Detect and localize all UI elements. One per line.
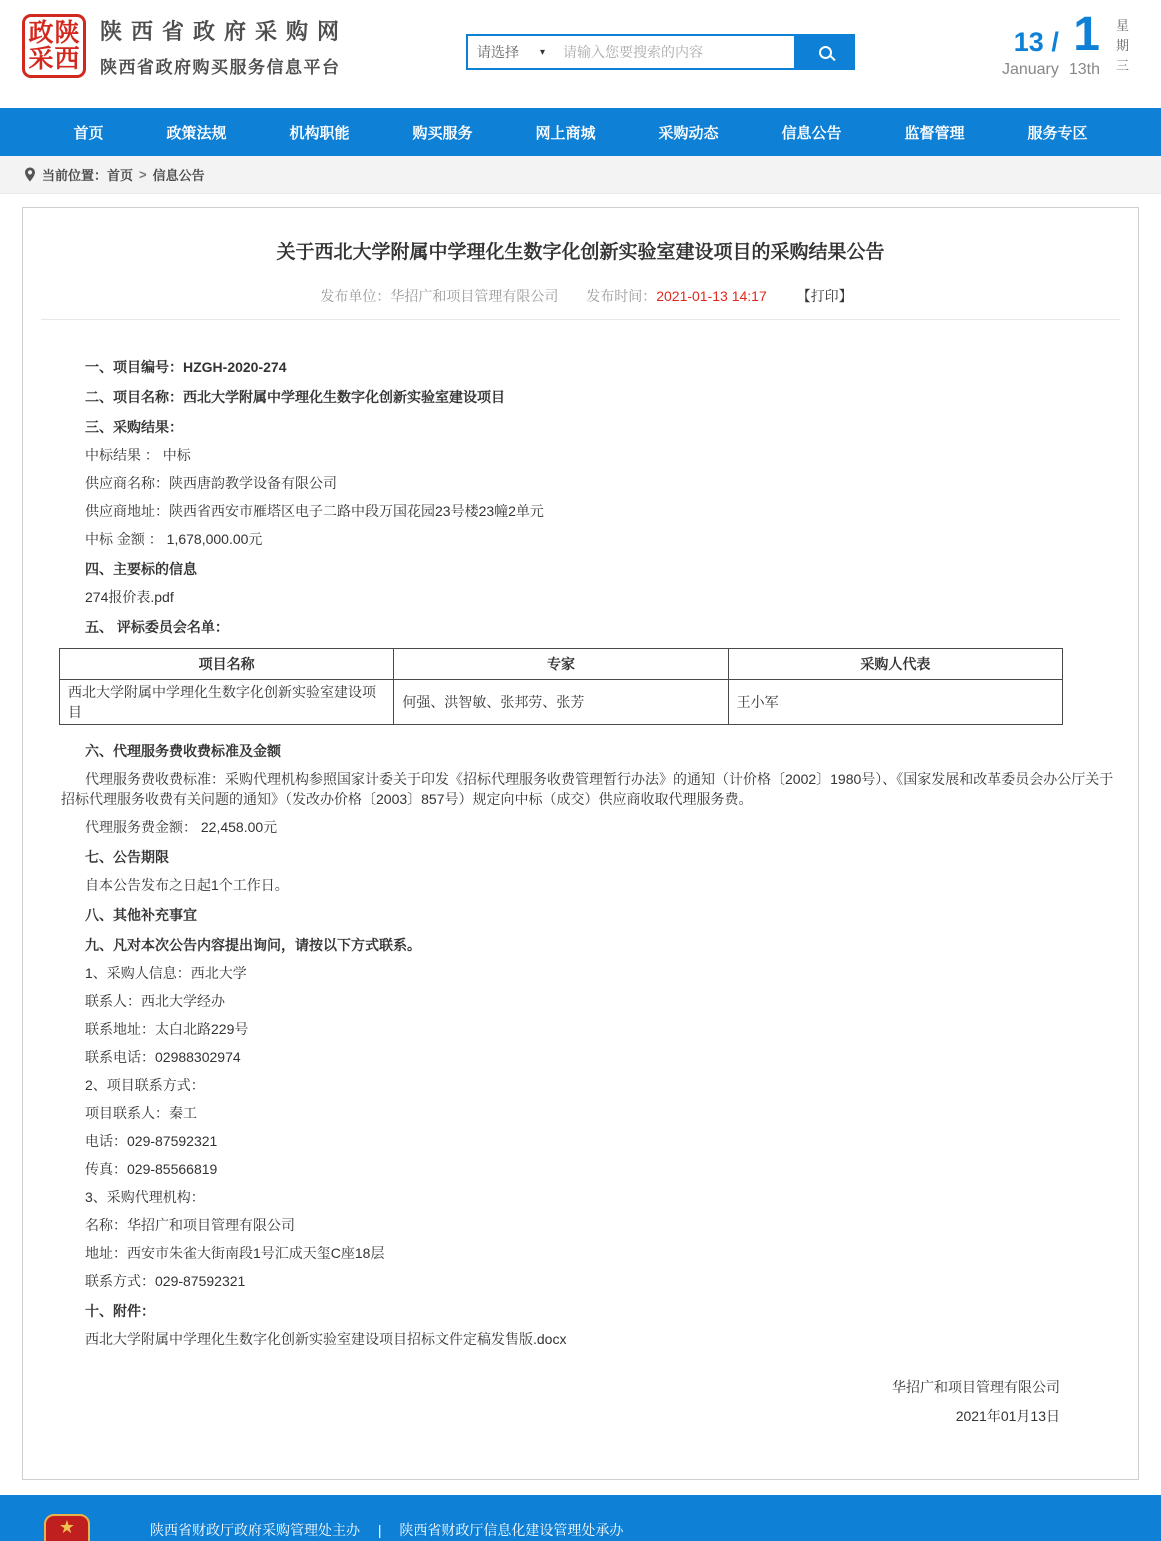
nav-item-3[interactable]: 购买服务: [412, 124, 473, 142]
section-heading: 三、采购结果：: [85, 418, 183, 435]
table-header-row: [60, 648, 1063, 679]
nav-item-0[interactable]: 首页: [73, 124, 104, 142]
attachment-link[interactable]: 西北大学附属中学理化生数字化创新实验室建设项目招标文件定稿发售版.docx: [85, 1330, 567, 1347]
publish-info: [23, 286, 1138, 306]
section-heading: 六、代理服务费收费标准及金额: [85, 742, 281, 759]
body-text: 传真：029-85566819: [85, 1160, 218, 1177]
table-cell: 王小军: [728, 679, 1062, 724]
section-heading: 九、凡对本次公告内容提出询问，请按以下方式联系。: [85, 936, 421, 953]
body-text: 自本公告发布之日起1个工作日。: [85, 876, 289, 893]
nav-item-5[interactable]: 采购动态: [658, 124, 719, 142]
logo-seal-icon: [22, 14, 86, 78]
date-day-number: 13 /: [1013, 26, 1059, 57]
seal-char: 陕: [54, 18, 80, 47]
search-button[interactable]: [796, 34, 855, 70]
breadcrumb-prefix: 当前位置：: [42, 168, 108, 183]
footer-operator: 陕西省财政厅信息化建设管理处承办: [399, 1522, 624, 1538]
date-weekday: 星期三: [1116, 18, 1130, 74]
article-body: [23, 320, 1138, 1349]
seal-char: 西: [54, 44, 80, 73]
breadcrumb-current: 信息公告: [152, 168, 205, 183]
body-text: 电话：029-87592321: [85, 1132, 218, 1149]
site-footer: [0, 1495, 1161, 1541]
signature-line: 2021年01月13日: [955, 1407, 1060, 1424]
table-header-cell: 专家: [394, 648, 728, 679]
search-frame: [466, 34, 796, 70]
date-columns: [1001, 8, 1100, 79]
date-day-column: [1002, 28, 1059, 79]
search-icon: [819, 46, 832, 59]
site-title: 陕西省政府采购网: [100, 18, 349, 44]
date-month-number: 1: [1073, 8, 1100, 61]
date-display: [1001, 8, 1131, 79]
seal-char: 采: [28, 44, 54, 73]
body-text: 供应商地址：陕西省西安市雁塔区电子二路中段万国花园23号楼23幢2单元: [85, 502, 544, 519]
nav-item-4[interactable]: 网上商城: [535, 124, 596, 142]
site-subtitle: 陕西省政府购买服务信息平台: [100, 57, 341, 77]
date-month-column: [1068, 8, 1100, 79]
body-text: 3、采购代理机构：: [85, 1188, 205, 1205]
body-text: 联系地址：太白北路229号: [85, 1020, 249, 1037]
body-text: 联系方式：029-87592321: [85, 1272, 246, 1289]
nav-item-7[interactable]: 监督管理: [904, 124, 965, 142]
body-text: 中标 金额 ： 1,678,000.00元: [85, 530, 263, 547]
article-card: [22, 207, 1139, 1480]
site-header: [0, 0, 1161, 108]
search-bar: [466, 34, 855, 70]
table-row: [60, 679, 1063, 724]
section-heading: 十、附件：: [85, 1302, 155, 1319]
table-header-cell: 项目名称: [60, 648, 394, 679]
search-select-label: 请选择: [477, 44, 519, 60]
footer-separator: |: [377, 1522, 382, 1538]
date-month-name: January: [1001, 60, 1059, 78]
signature-block: [23, 1377, 1138, 1426]
body-text: 联系人：西北大学经办: [85, 992, 225, 1009]
location-pin-icon: [24, 167, 36, 182]
section-heading: 二、项目名称：西北大学附属中学理化生数字化创新实验室建设项目: [85, 388, 505, 405]
table-cell: 西北大学附属中学理化生数字化创新实验室建设项目: [60, 679, 394, 724]
seal-char: 政: [28, 18, 54, 47]
table-cell: 何强、洪智敏、张邦劳、张芳: [394, 679, 728, 724]
body-text: 联系电话：02988302974: [85, 1048, 241, 1065]
site-logo[interactable]: [22, 14, 348, 78]
nav-item-8[interactable]: 服务专区: [1027, 124, 1088, 142]
article-title: 关于西北大学附属中学理化生数字化创新实验室建设项目的采购结果公告: [276, 242, 885, 263]
body-text: 供应商名称：陕西唐韵教学设备有限公司: [85, 474, 337, 491]
nav-item-1[interactable]: 政策法规: [166, 124, 227, 142]
breadcrumb-separator: >: [139, 167, 147, 182]
footer-host: 陕西省财政厅政府采购管理处主办: [150, 1522, 360, 1538]
publish-time-label: 发布时间：: [586, 287, 657, 304]
body-text: 名称：华招广和项目管理有限公司: [85, 1216, 295, 1233]
search-category-select[interactable]: [468, 36, 554, 68]
section-heading: 七、公告期限: [85, 848, 169, 865]
body-text: 中标结果 ： 中标: [85, 446, 191, 463]
footer-text: [150, 1520, 623, 1540]
national-emblem-icon: ★: [44, 1514, 90, 1541]
body-text: 地址：西安市朱雀大街南段1号汇成天玺C座18层: [85, 1244, 385, 1261]
body-text: 项目联系人：秦工: [85, 1104, 197, 1121]
nav-item-6[interactable]: 信息公告: [781, 124, 842, 142]
publish-time-value: 2021-01-13 14:17: [656, 287, 767, 304]
main-nav: [0, 108, 1161, 156]
chevron-down-icon: ▾: [539, 46, 545, 58]
date-day-ordinal: 13th: [1068, 60, 1100, 78]
search-input[interactable]: [554, 36, 794, 68]
print-button[interactable]: 【打印】: [796, 287, 853, 304]
section-heading: 五、 评标委员会名单：: [85, 618, 229, 635]
signature-line: 华招广和项目管理有限公司: [892, 1378, 1060, 1395]
body-text: 代理服务费金额： 22,458.00元: [85, 818, 278, 835]
evaluation-committee-table: [59, 648, 1063, 725]
nav-item-2[interactable]: 机构职能: [289, 124, 350, 142]
body-text: 代理服务费收费标准：采购代理机构参照国家计委关于印发《招标代理服务收费管理暂行办法》的通知（计价格〔2002〕1980号）、《国家发展和改革委员会办公厅关于招标代理服务收费有关问题的通知》（发改办价格〔2003〕857号）规定向中标（成交）供应商收取代理服务费。: [61, 770, 1114, 807]
breadcrumb: [0, 156, 1161, 194]
attachment-link[interactable]: 274报价表.pdf: [85, 588, 174, 605]
publish-time: [586, 288, 770, 304]
breadcrumb-home-link[interactable]: 首页: [107, 168, 134, 183]
section-heading: 四、主要标的信息: [85, 560, 197, 577]
section-heading: 一、项目编号：HZGH-2020-274: [85, 358, 287, 375]
section-heading: 八、其他补充事宜: [85, 906, 197, 923]
body-text: 2、项目联系方式：: [85, 1076, 205, 1093]
table-header-cell: 采购人代表: [728, 648, 1062, 679]
body-text: 1、采购人信息：西北大学: [85, 964, 247, 981]
logo-text: [100, 15, 348, 78]
publisher: 发布单位：华招广和项目管理有限公司: [320, 287, 559, 304]
